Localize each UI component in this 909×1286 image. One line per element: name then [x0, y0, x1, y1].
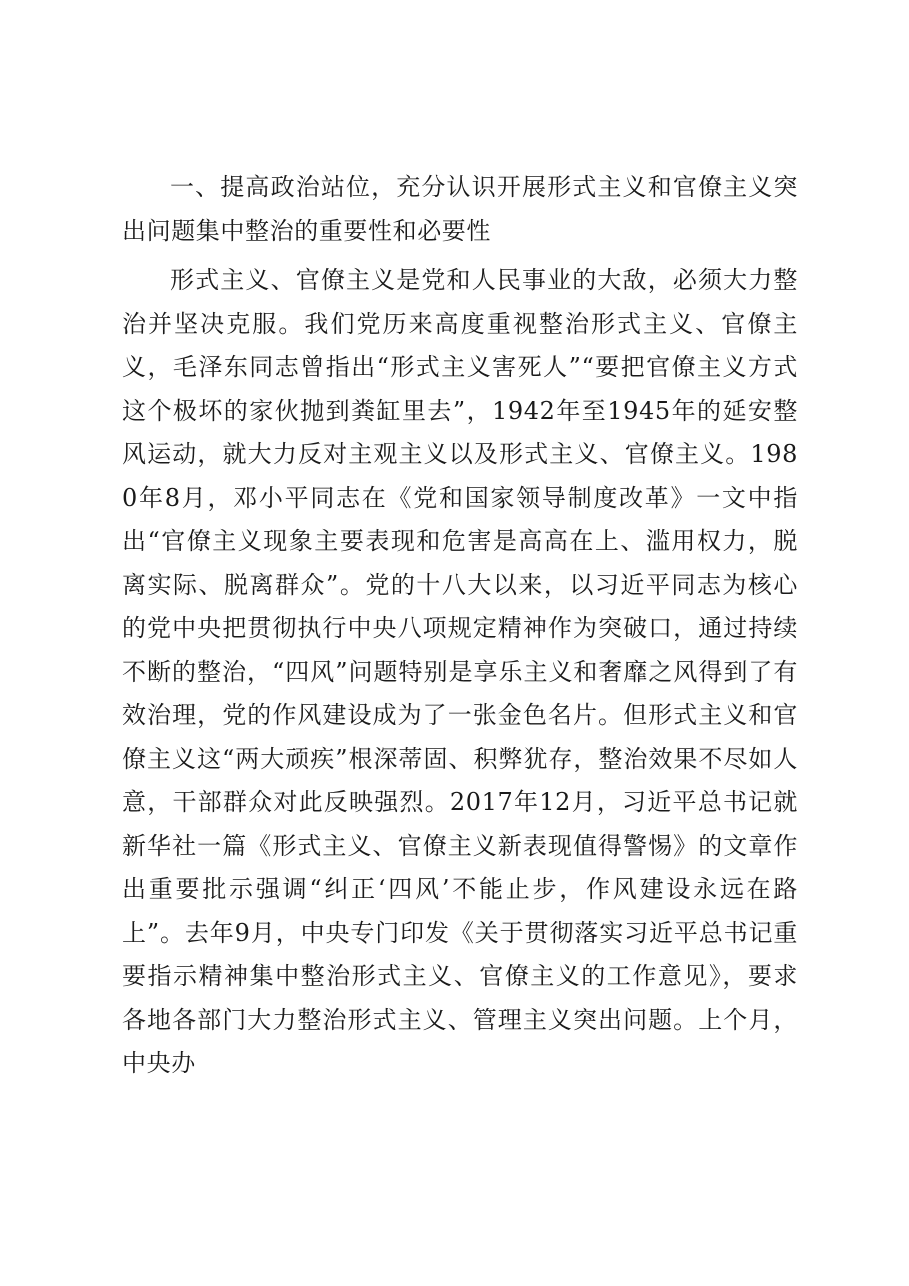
document-body [122, 166, 798, 1086]
section-heading: 一、提高政治站位，充分认识开展形式主义和官僚主义突出问题集中整治的重要性和必要性 [122, 173, 798, 245]
body-paragraph: 形式主义、官僚主义是党和人民事业的大敌，必须大力整治并坚决克服。我们党历来高度重视整治形式主义、官僚主义，毛泽东同志曾指出“形式主义害死人”“要把官僚主义方式这个极坏的家伙抛到粪缸里去”，1942年至1945年的延安整风运动，就大力反对主观主义以及形式主义、官僚主义。1980年8月，邓小平同志在《党和国家领导制度改革》一文中指出“官僚主义现象主要表现和危害是高高在上、滥用权力，脱离实际、脱离群众”。党的十八大以来，以习近平同志为核心的党中央把贯彻执行中央八项规定精神作为突破口，通过持续不断的整治，“四风”问题特别是享乐主义和奢靡之风得到了有效治理，党的作风建设成为了一张金色名片。但形式主义和官僚主义这“两大顽疾”根深蒂固、积弊犹存，整治效果不尽如人意，干部群众对此反映强烈。2017年12月，习近平总书记就新华社一篇《形式主义、官僚主义新表现值得警惕》的文章作出重要批示强调“纠正‘四风’不能止步，作风建设永远在路上”。去年9月，中央专门印发《关于贯彻落实习近平总书记重要指示精神集中整治形式主义、官僚主义的工作意见》，要求各地各部门大力整治形式主义、管理主义突出问题。上个月，中央办 [122, 266, 798, 1077]
